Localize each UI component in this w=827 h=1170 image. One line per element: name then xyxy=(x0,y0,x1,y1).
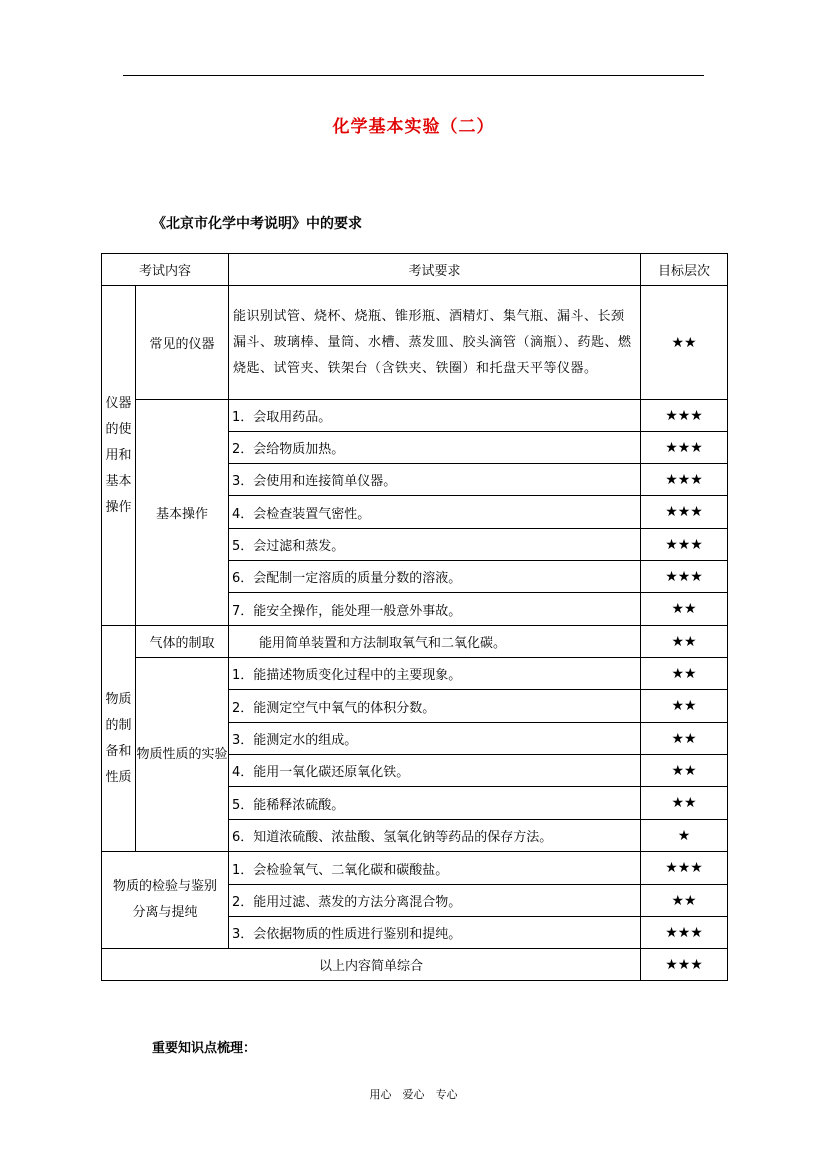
requirement-cell: 5．会过滤和蒸发。 xyxy=(229,529,641,561)
summary-row xyxy=(102,949,728,981)
level-stars: ★★ xyxy=(641,690,728,723)
level-stars: ★★ xyxy=(641,755,728,787)
level-stars: ★★★ xyxy=(641,561,728,593)
level-stars: ★★ xyxy=(641,658,728,690)
category-cell: 物质的检验与鉴别分离与提纯 xyxy=(102,852,229,949)
table-row xyxy=(102,400,728,432)
level-stars: ★★ xyxy=(641,885,728,917)
requirement-cell: 2．能用过滤、蒸发的方法分离混合物。 xyxy=(229,885,641,917)
level-stars: ★★★ xyxy=(641,432,728,464)
requirement-cell: 1．会检验氧气、二氧化碳和碳酸盐。 xyxy=(229,852,641,885)
table-row xyxy=(102,286,728,400)
header-level: 目标层次 xyxy=(641,254,728,286)
category-cell: 仪器的使用和基本操作 xyxy=(102,286,136,626)
requirement-cell: 1．能描述物质变化过程中的主要现象。 xyxy=(229,658,641,690)
requirement-cell: 能识别试管、烧杯、烧瓶、锥形瓶、酒精灯、集气瓶、漏斗、长颈漏斗、玻璃棒、量筒、水槽、蒸发皿、胶头滴管（滴瓶）、药匙、燃烧匙、试管夹、铁架台（含铁夹、铁圈）和托盘天平等仪器。 xyxy=(229,286,641,400)
requirement-cell: 能用简单装置和方法制取氧气和二氧化碳。 xyxy=(229,626,641,658)
requirement-cell: 6．知道浓硫酸、浓盐酸、氢氧化钠等药品的保存方法。 xyxy=(229,820,641,852)
level-stars: ★★ xyxy=(641,286,728,400)
level-stars: ★★ xyxy=(641,723,728,755)
group-cell: 物质性质的实验 xyxy=(136,658,229,852)
header-requirement: 考试要求 xyxy=(229,254,641,286)
requirement-cell: 3．会依据物质的性质进行鉴别和提纯。 xyxy=(229,917,641,949)
requirement-cell: 2．会给物质加热。 xyxy=(229,432,641,464)
level-stars: ★★★ xyxy=(641,400,728,432)
table-header-row xyxy=(102,254,728,286)
summary-text: 以上内容简单综合 xyxy=(102,949,641,981)
table-row xyxy=(102,626,728,658)
requirement-cell: 6．会配制一定溶质的质量分数的溶液。 xyxy=(229,561,641,593)
page-title: 化学基本实验（二） xyxy=(332,117,495,137)
level-stars: ★★ xyxy=(641,626,728,658)
table-row xyxy=(102,658,728,690)
level-stars: ★★★ xyxy=(641,852,728,885)
group-cell: 基本操作 xyxy=(136,400,229,626)
level-stars: ★★ xyxy=(641,593,728,626)
requirement-cell: 1．会取用药品。 xyxy=(229,400,641,432)
level-stars: ★★★ xyxy=(641,496,728,529)
requirement-cell: 4．能用一氧化碳还原氧化铁。 xyxy=(229,755,641,787)
page-footer: 用心 爱心 专心 xyxy=(369,1088,458,1101)
header-rule xyxy=(123,75,704,76)
category-cell: 物质的制备和性质 xyxy=(102,626,136,852)
requirement-cell: 2．能测定空气中氧气的体积分数。 xyxy=(229,690,641,723)
group-cell: 常见的仪器 xyxy=(136,286,229,400)
level-stars: ★★★ xyxy=(641,949,728,981)
header-content: 考试内容 xyxy=(102,254,229,286)
requirement-cell: 4．会检查装置气密性。 xyxy=(229,496,641,529)
table-row xyxy=(102,852,728,885)
requirement-cell: 3．会使用和连接简单仪器。 xyxy=(229,464,641,496)
level-stars: ★★★ xyxy=(641,529,728,561)
level-stars: ★★★ xyxy=(641,464,728,496)
section-heading: 重要知识点梳理： xyxy=(152,1041,257,1056)
requirements-subtitle: 《北京市化学中考说明》中的要求 xyxy=(152,216,362,232)
requirements-table xyxy=(101,253,728,981)
requirement-cell: 7．能安全操作，能处理一般意外事故。 xyxy=(229,593,641,626)
requirement-cell: 3．能测定水的组成。 xyxy=(229,723,641,755)
group-cell: 气体的制取 xyxy=(136,626,229,658)
level-stars: ★★★ xyxy=(641,917,728,949)
requirement-cell: 5．能稀释浓硫酸。 xyxy=(229,787,641,820)
level-stars: ★★ xyxy=(641,787,728,820)
level-stars: ★ xyxy=(641,820,728,852)
